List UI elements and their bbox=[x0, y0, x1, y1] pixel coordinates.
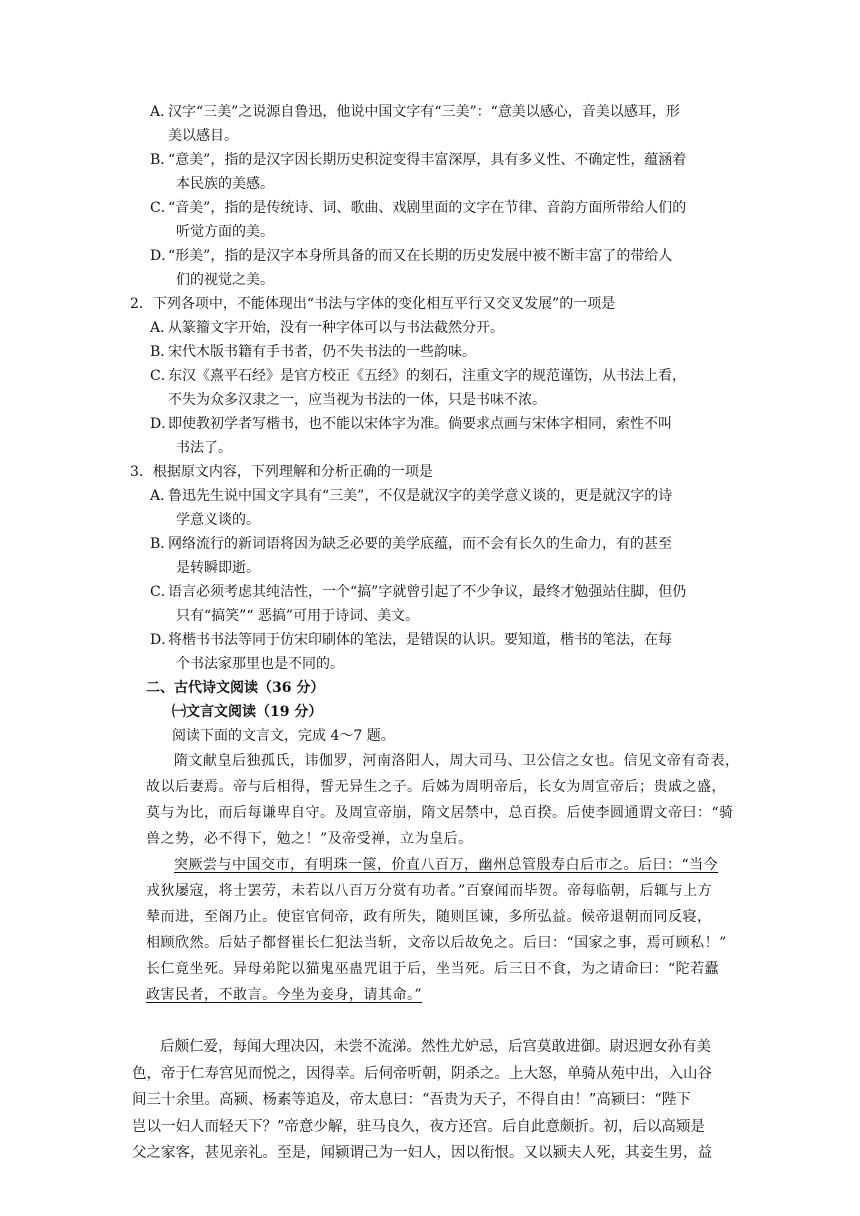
passage-line: 后颇仁爱，每闻大理决囚，未尝不流涕。然性尤妒忌，后宫莫敢进御。尉迟迥女孙有美 bbox=[160, 1039, 711, 1055]
option-text: “意美”，指的是汉字因长期历史积淀变得丰富深厚，具有多义性、不确定性，蕴涵着 bbox=[168, 152, 687, 168]
exam-sheet bbox=[0, 100, 860, 1167]
option-label: C． bbox=[150, 200, 175, 216]
subsection-title: ㈠文言文阅读（19 分） bbox=[172, 704, 323, 720]
q3-option-d bbox=[0, 628, 860, 676]
q3-option-b bbox=[0, 532, 860, 580]
option-text: “形美”，指的是汉字本身所具备的而又在长期的历史发展中被不断丰富了的带给人 bbox=[168, 248, 673, 264]
option-label: C． bbox=[150, 584, 175, 600]
option-text-cont: 们的视觉之美。 bbox=[176, 272, 274, 288]
option-text: “音美”，指的是传统诗、词、歌曲、戏剧里面的文字在节律、音韵方面所带给人们的 bbox=[168, 200, 687, 216]
option-label: B． bbox=[150, 536, 175, 552]
q3-option-c bbox=[0, 580, 860, 628]
option-text-cont: 美以感目。 bbox=[168, 128, 238, 144]
section-title: 二、古代诗文阅读（36 分） bbox=[146, 680, 325, 696]
option-text: 汉字“三美”之说源自鲁迅，他说中国文字有“三美”：“意美以感心，音美以感耳，形 bbox=[168, 104, 680, 120]
passage-line-underlined: 政害民者，不敢言。今坐为妾身，请其命。” bbox=[146, 987, 423, 1003]
q2-option-c bbox=[0, 364, 860, 412]
q3-option-a bbox=[0, 484, 860, 532]
passage-line: 相顾欣然。后姑子都督崔长仁犯法当斩，文帝以后故免之。后曰：“国家之事，焉可顾私！” bbox=[146, 935, 727, 951]
passage-paragraph-1 bbox=[0, 748, 860, 852]
passage-line: 故以后妻焉。帝与后相得，誓无异生之子。后姊为周明帝后，长女为周宣帝后；贵戚之盛， bbox=[146, 779, 726, 795]
option-text-cont: 本民族的美感。 bbox=[176, 176, 274, 192]
passage-line-underlined: 突厥尝与中国交市，有明珠一箧，价直八百万，幽州总管殷寿白后市之。后曰：“当今 bbox=[174, 857, 719, 873]
option-text-cont: 个书法家那里也是不同的。 bbox=[176, 656, 344, 672]
question-3 bbox=[0, 460, 860, 676]
question-stem: 2．下列各项中，不能体现出“书法与字体的变化相互平行又交叉发展”的一项是 bbox=[130, 296, 616, 312]
passage-line: 岂以一妇人而轻天下？”帝意少解，驻马良久，夜方还宫。后自此意颇折。初，后以高颎是 bbox=[132, 1118, 705, 1135]
q1-option-a bbox=[0, 100, 860, 148]
passage-line: 隋文献皇后独孤氏，讳伽罗，河南洛阳人，周大司马、卫公信之女也。信见文帝有奇表， bbox=[174, 753, 740, 769]
option-text: 从篆籀文字开始，没有一种字体可以与书法截然分开。 bbox=[168, 320, 504, 336]
passage-line: 莫与为比，而后每谦卑自守。及周宣帝崩，隋文居禁中，总百揆。后使李圆通谓文帝曰：“骑 bbox=[146, 805, 734, 821]
option-text-cont: 听觉方面的美。 bbox=[176, 224, 274, 240]
q2-option-a bbox=[0, 316, 860, 340]
option-label: A． bbox=[150, 320, 175, 336]
passage-paragraph-2 bbox=[0, 852, 860, 1008]
question-2 bbox=[0, 292, 860, 460]
option-label: D． bbox=[150, 248, 176, 264]
option-label: B． bbox=[150, 344, 175, 360]
q1-option-b bbox=[0, 148, 860, 196]
option-text-cont: 只有“搞笑”“ 恶搞”可用于诗词、美文。 bbox=[176, 608, 420, 624]
passage-line: 父之家客，甚见亲礼。至是，闻颍谓己为一妇人，因以衔恨。又以颍夫人死，其妾生男，益 bbox=[132, 1145, 712, 1161]
option-text: 鲁迅先生说中国文字具有“三美”，不仅是就汉字的美学意义谈的，更是就汉字的诗 bbox=[168, 488, 673, 504]
option-label: A． bbox=[150, 104, 175, 120]
option-label: C． bbox=[150, 368, 175, 384]
instruction-text: 阅读下面的文言文，完成 4～7 题。 bbox=[172, 728, 395, 744]
passage-line: 长仁竟坐死。异母弟陀以猫鬼巫蛊咒诅于后，坐当死。后三日不食，为之请命曰：“陀若蠹 bbox=[146, 961, 720, 977]
passage-line: 色，帝于仁寿宫见而悦之，因得幸。后伺帝听朝，阴杀之。上大怒，单骑从苑中出，入山谷 bbox=[132, 1065, 712, 1082]
passage-line: 辇而进，至阁乃止。使宦官伺帝，政有所失，随则匡谏，多所弘益。候帝退朝而同反寝， bbox=[146, 909, 712, 925]
q1-options bbox=[0, 100, 860, 292]
option-text-cont: 不失为众多汉隶之一，应当视为书法的一体，只是书味不浓。 bbox=[168, 392, 546, 408]
option-label: B． bbox=[150, 152, 175, 168]
option-text-cont: 书法了。 bbox=[176, 440, 232, 456]
option-text-cont: 学意义谈的。 bbox=[176, 512, 260, 528]
q2-option-d bbox=[0, 412, 860, 460]
option-text: 宋代木版书籍有手书者，仍不失书法的一些韵味。 bbox=[168, 344, 476, 360]
option-label: D． bbox=[150, 416, 176, 432]
option-text: 网络流行的新词语将因为缺乏必要的美学底蕴，而不会有长久的生命力，有的甚至 bbox=[168, 536, 672, 552]
passage-line: 戎狄屡寇，将士罢劳，未若以八百万分赏有功者。”百寮闻而毕贺。帝每临朝，后辄与上方 bbox=[146, 883, 713, 899]
q1-option-d bbox=[0, 244, 860, 292]
spacer bbox=[0, 1008, 860, 1034]
q2-option-b bbox=[0, 340, 860, 364]
passage-line: 兽之势，必不得下，勉之！”及帝受禅，立为皇后。 bbox=[146, 831, 473, 847]
option-text: 将楷书书法等同于仿宋印刷体的笔法，是错误的认识。要知道，楷书的笔法，在每 bbox=[168, 632, 672, 648]
option-text: 东汉《熹平石经》是官方校正《五经》的刻石，注重文字的规范谨饬，从书法上看， bbox=[168, 368, 686, 384]
option-text: 语言必须考虑其纯洁性，一个“搞”字就曾引起了不少争议，最终才勉强站住脚，但仍 bbox=[168, 584, 687, 600]
option-label: D． bbox=[150, 632, 176, 648]
q1-option-c bbox=[0, 196, 860, 244]
passage-line: 间三十余里。高颍、杨素等追及，帝太息曰：“吾贵为天子，不得自由！”高颍曰：“陛下 bbox=[132, 1092, 691, 1108]
question-stem: 3．根据原文内容，下列理解和分析正确的一项是 bbox=[130, 464, 433, 480]
option-text: 即使教初学者写楷书，也不能以宋体字为准。倘要求点画与宋体字相同，索性不叫 bbox=[168, 416, 672, 432]
passage-paragraph-3 bbox=[0, 1034, 860, 1167]
option-text-cont: 是转瞬即逝。 bbox=[176, 560, 260, 576]
option-label: A． bbox=[150, 488, 175, 504]
